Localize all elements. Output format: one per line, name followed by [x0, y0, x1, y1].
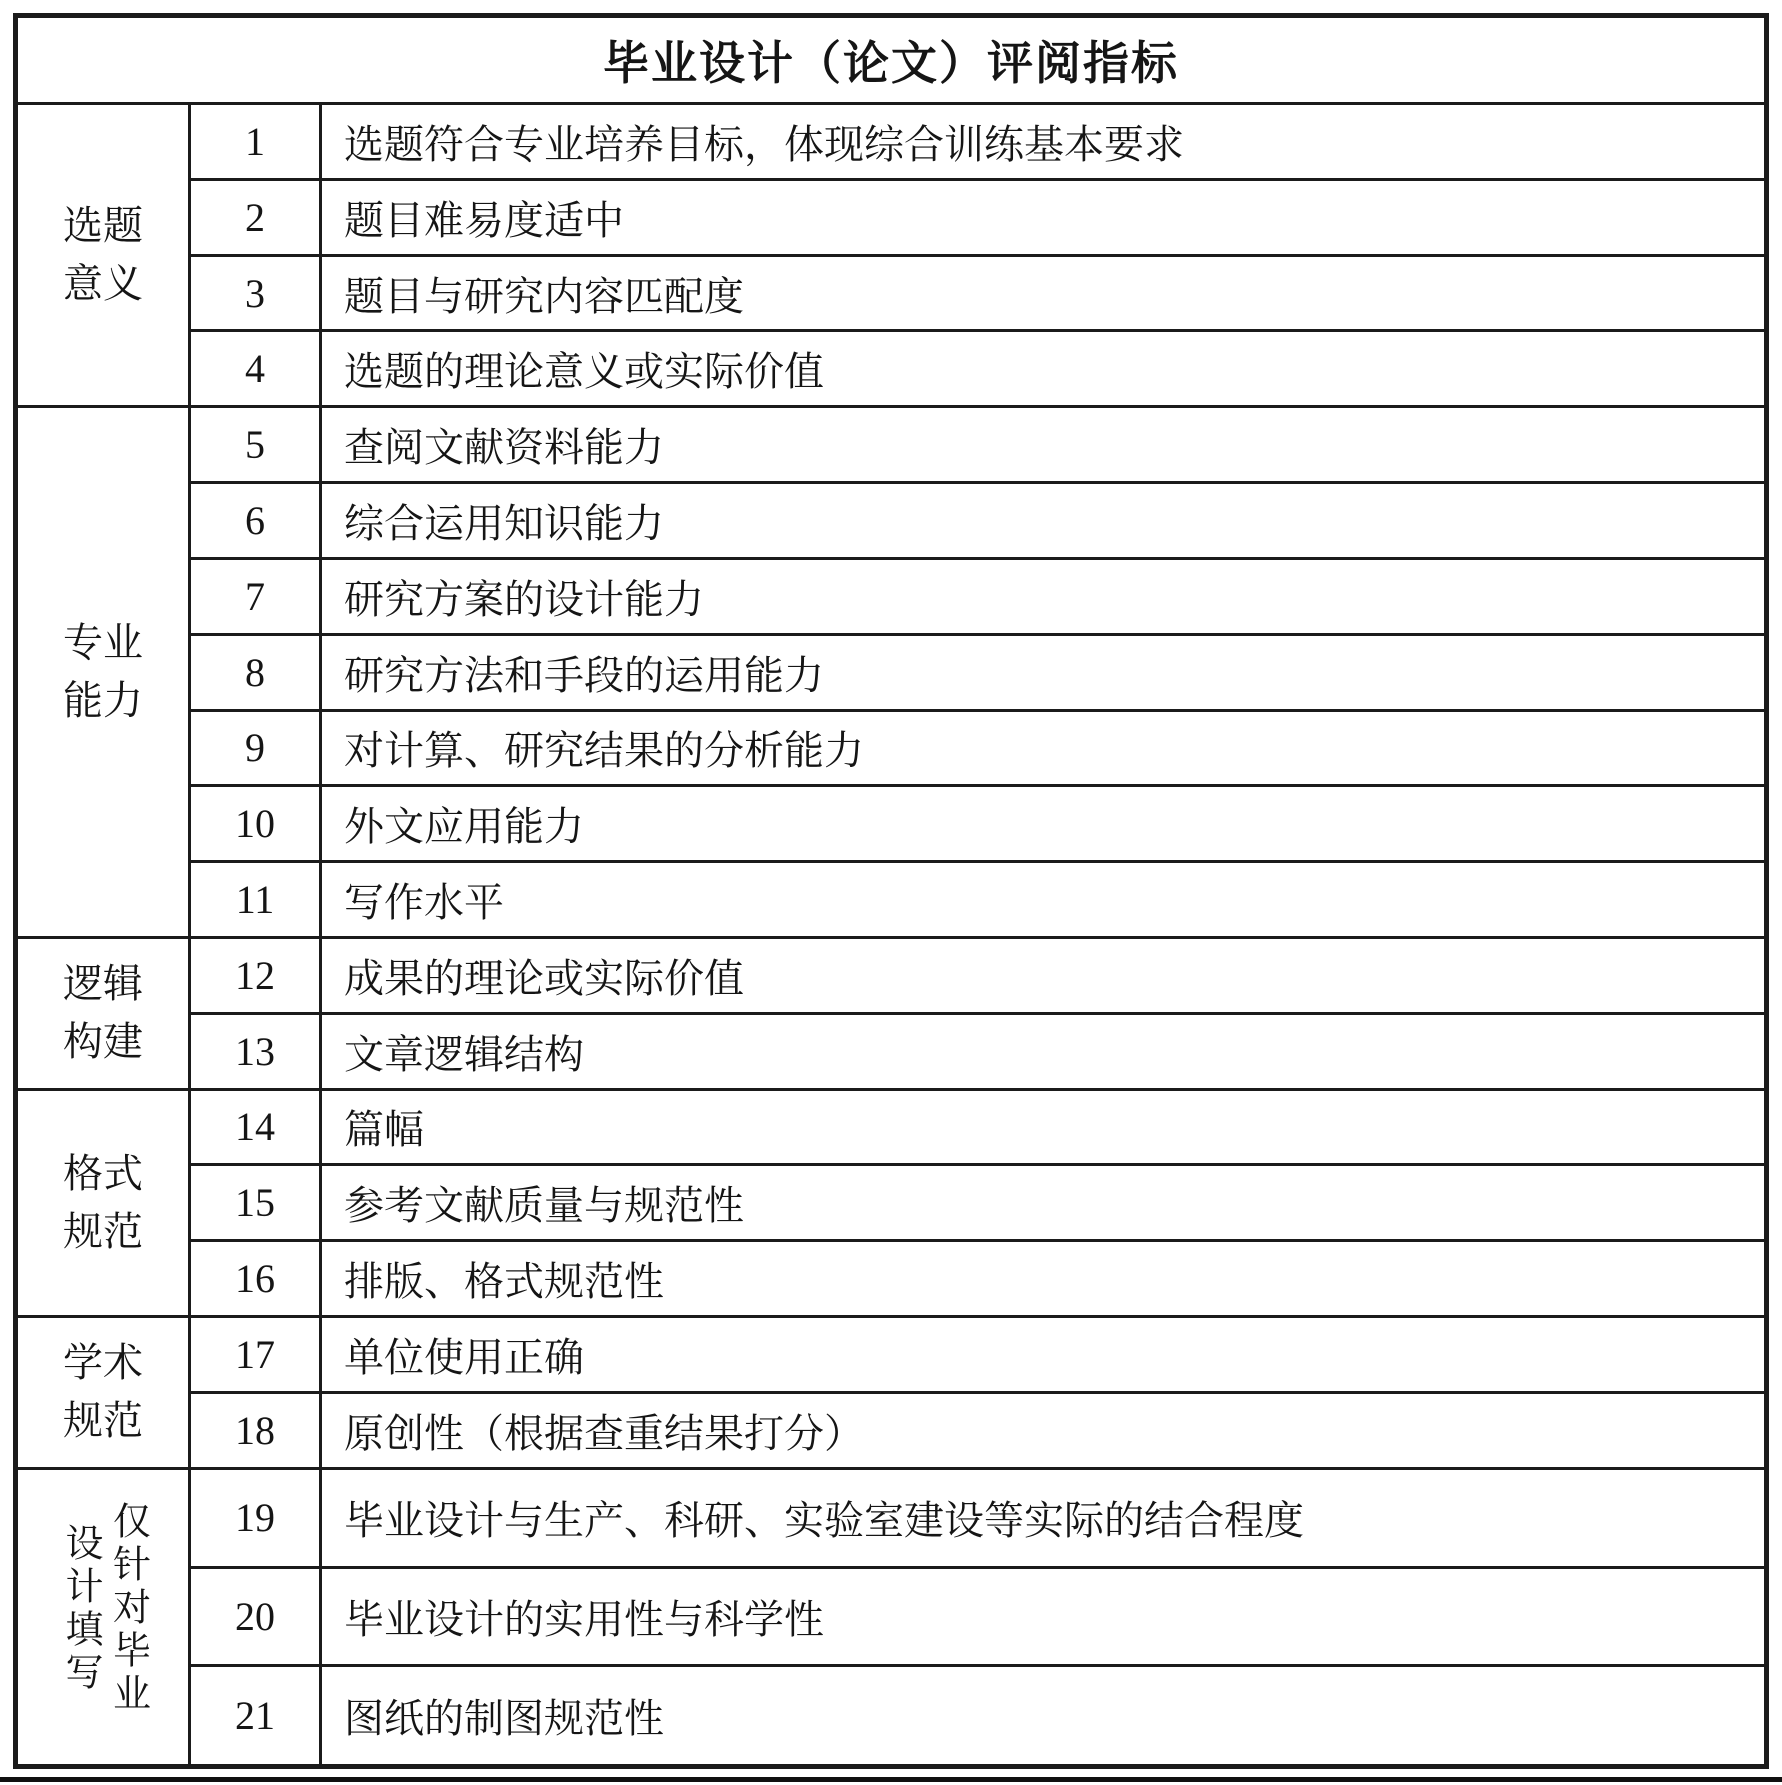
page-bottom-rule [0, 1777, 1782, 1782]
row-number: 5 [190, 407, 321, 483]
row-description: 毕业设计的实用性与科学性 [321, 1567, 1767, 1666]
category-cell-format-standards: 格式规范 [16, 1089, 190, 1316]
row-description: 单位使用正确 [321, 1317, 1767, 1393]
table-row [16, 1392, 1767, 1468]
category-cell-academic-standards: 学术规范 [16, 1317, 190, 1469]
row-description: 外文应用能力 [321, 786, 1767, 862]
row-description: 排版、格式规范性 [321, 1241, 1767, 1317]
category-cell-professional-ability: 专业能力 [16, 407, 190, 938]
row-description: 毕业设计与生产、科研、实验室建设等实际的结合程度 [321, 1468, 1767, 1567]
row-number: 4 [190, 331, 321, 407]
row-number: 11 [190, 862, 321, 938]
row-number: 17 [190, 1317, 321, 1393]
row-number: 10 [190, 786, 321, 862]
row-description: 选题的理论意义或实际价值 [321, 331, 1767, 407]
table-row [16, 1241, 1767, 1317]
row-description: 题目难易度适中 [321, 179, 1767, 255]
table-row [16, 1567, 1767, 1666]
table-row [16, 862, 1767, 938]
row-description: 综合运用知识能力 [321, 483, 1767, 559]
row-description: 文章逻辑结构 [321, 1013, 1767, 1089]
table-row [16, 255, 1767, 331]
row-number: 1 [190, 104, 321, 180]
row-description: 研究方法和手段的运用能力 [321, 634, 1767, 710]
table-row [16, 483, 1767, 559]
row-description: 研究方案的设计能力 [321, 558, 1767, 634]
row-number: 3 [190, 255, 321, 331]
row-description: 篇幅 [321, 1089, 1767, 1165]
table-row [16, 634, 1767, 710]
row-number: 9 [190, 710, 321, 786]
row-description: 查阅文献资料能力 [321, 407, 1767, 483]
table-row [16, 1165, 1767, 1241]
row-number: 20 [190, 1567, 321, 1666]
row-description: 写作水平 [321, 862, 1767, 938]
row-description: 原创性（根据查重结果打分） [321, 1392, 1767, 1468]
row-number: 13 [190, 1013, 321, 1089]
row-number: 21 [190, 1666, 321, 1767]
table-row [16, 407, 1767, 483]
table-title: 毕业设计（论文）评阅指标 [16, 16, 1767, 104]
row-number: 15 [190, 1165, 321, 1241]
category-cell-topic-significance: 选题意义 [16, 104, 190, 407]
table-row [16, 786, 1767, 862]
row-description: 图纸的制图规范性 [321, 1666, 1767, 1767]
table-row [16, 558, 1767, 634]
table-row [16, 937, 1767, 1013]
row-description: 对计算、研究结果的分析能力 [321, 710, 1767, 786]
table-row [16, 1317, 1767, 1393]
category-cell-logical-structure: 逻辑构建 [16, 937, 190, 1089]
table-row [16, 1013, 1767, 1089]
table-row [16, 104, 1767, 180]
row-number: 19 [190, 1468, 321, 1567]
row-number: 16 [190, 1241, 321, 1317]
row-description: 题目与研究内容匹配度 [321, 255, 1767, 331]
table-row [16, 179, 1767, 255]
row-number: 6 [190, 483, 321, 559]
vertical-category-label: 仅针对毕业设计填写 [59, 1501, 149, 1717]
row-number: 18 [190, 1392, 321, 1468]
table-row [16, 331, 1767, 407]
row-number: 12 [190, 937, 321, 1013]
row-number: 2 [190, 179, 321, 255]
table-row [16, 1666, 1767, 1767]
row-description: 成果的理论或实际价值 [321, 937, 1767, 1013]
table-row [16, 1468, 1767, 1567]
review-indicators-table [13, 13, 1769, 1769]
category-cell-design-only [16, 1468, 190, 1766]
row-number: 8 [190, 634, 321, 710]
row-description: 参考文献质量与规范性 [321, 1165, 1767, 1241]
row-number: 7 [190, 558, 321, 634]
table-row [16, 1089, 1767, 1165]
row-description: 选题符合专业培养目标，体现综合训练基本要求 [321, 104, 1767, 180]
table-row [16, 710, 1767, 786]
row-number: 14 [190, 1089, 321, 1165]
